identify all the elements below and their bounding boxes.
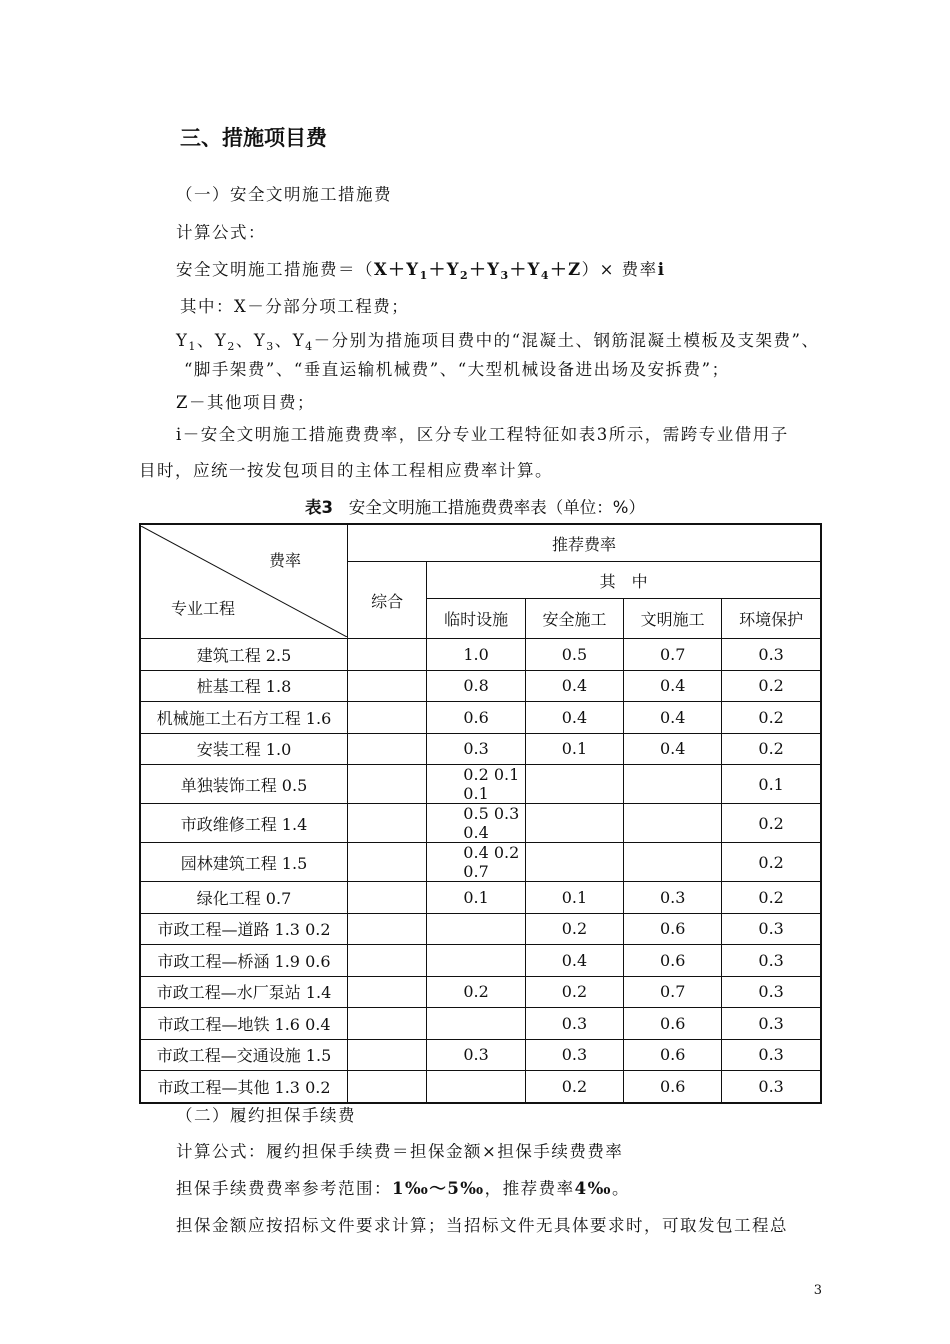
table-caption <box>0 494 950 518</box>
rate-cell: 0.2 <box>427 976 526 1008</box>
range-text: 。 <box>612 1179 631 1198</box>
project-name-cell: 市政工程—道路 1.3 0.2 <box>140 913 348 945</box>
table-row <box>140 945 821 977</box>
diagonal-header-cell <box>140 524 348 639</box>
guarantee-formula: 计算公式：履约担保手续费＝担保金额×担保手续费费率 <box>176 1142 624 1161</box>
range-value: 1‰～5‰ <box>392 1179 485 1198</box>
header-recommended: 推荐费率 <box>348 524 822 562</box>
table-row <box>140 765 821 804</box>
project-name-cell: 绿化工程 0.7 <box>140 882 348 914</box>
rate-cell: 0.4 <box>525 670 623 702</box>
table-row <box>140 804 821 843</box>
table-row <box>140 702 821 734</box>
table-title: 安全文明施工措施费费率表（单位：%） <box>348 498 645 517</box>
project-name-cell: 市政工程—其他 1.3 0.2 <box>140 1071 348 1103</box>
rate-cell: 0.3 <box>427 1039 526 1071</box>
project-name-cell: 安装工程 1.0 <box>140 733 348 765</box>
z-definition: Z－其他项目费； <box>176 393 315 412</box>
rate-cell: 0.1 <box>525 733 623 765</box>
table-row <box>140 733 821 765</box>
formula-tail: ）× 费率 <box>581 260 658 279</box>
table-row <box>140 913 821 945</box>
rate-cell: 0.1 <box>427 882 526 914</box>
page-number: 3 <box>813 1283 822 1298</box>
subsection-heading-1: （一）安全文明施工措施费 <box>176 185 392 204</box>
rate-cell: 0.3 <box>722 1071 821 1103</box>
rate-cell: 0.6 <box>624 1008 722 1040</box>
rate-cell <box>427 1071 526 1103</box>
rate-cell: 0.6 <box>427 702 526 734</box>
rate-cell <box>427 945 526 977</box>
i-definition-line2: 目时，应统一按发包项目的主体工程相应费率计算。 <box>139 461 553 480</box>
i-definition-line1: i－安全文明施工措施费费率，区分专业工程特征如表3所示，需跨专业借用子 <box>176 425 789 444</box>
rate-cell: 0.3 <box>722 1008 821 1040</box>
formula-sub: 3 <box>500 269 510 282</box>
rate-cell: 0.2 <box>722 804 821 843</box>
formula-z: ＋Z <box>550 260 582 279</box>
y-text: 、Y <box>196 331 228 350</box>
table-row <box>140 639 821 671</box>
rate-cell: 0.8 <box>427 670 526 702</box>
y-sub: 2 <box>227 340 236 353</box>
project-name-cell: 市政维修工程 1.4 <box>140 804 348 843</box>
header-among: 其 中 <box>427 562 821 599</box>
rate-cell: 0.5 <box>525 639 623 671</box>
rate-cell <box>348 1008 427 1040</box>
rate-cell: 0.6 <box>624 913 722 945</box>
rate-cell: 0.4 <box>624 733 722 765</box>
rate-cell <box>525 843 623 882</box>
project-name-cell: 市政工程—交通设施 1.5 <box>140 1039 348 1071</box>
rate-cell <box>348 882 427 914</box>
rate-cell: 0.7 <box>624 976 722 1008</box>
rate-cell <box>525 804 623 843</box>
rate-cell <box>348 702 427 734</box>
rate-cell: 0.5 0.3 0.4 <box>427 804 526 843</box>
project-name-cell: 市政工程—地铁 1.6 0.4 <box>140 1008 348 1040</box>
col-header: 安全施工 <box>525 599 623 639</box>
rate-cell <box>348 639 427 671</box>
rate-cell <box>348 670 427 702</box>
formula-line <box>176 256 665 282</box>
project-name-cell: 建筑工程 2.5 <box>140 639 348 671</box>
formula-lead: 安全文明施工措施费＝（ <box>176 260 374 279</box>
rate-cell <box>427 1008 526 1040</box>
rate-cell: 0.2 <box>525 976 623 1008</box>
table-row <box>140 976 821 1008</box>
rate-cell: 0.3 <box>722 913 821 945</box>
rate-cell: 0.4 <box>624 670 722 702</box>
col-header: 文明施工 <box>624 599 722 639</box>
table-row <box>140 1071 821 1103</box>
project-name-cell: 桩基工程 1.8 <box>140 670 348 702</box>
formula-sub: 4 <box>540 269 551 282</box>
rate-cell: 0.4 <box>525 702 623 734</box>
table-row <box>140 843 821 882</box>
subsection-heading-2: （二）履约担保手续费 <box>176 1106 356 1125</box>
rate-cell: 0.4 <box>525 945 623 977</box>
table-row <box>140 882 821 914</box>
rate-cell: 0.4 0.2 0.7 <box>427 843 526 882</box>
where-x: 其中：X－分部分项工程费； <box>180 297 410 316</box>
formula-y4: ＋Y <box>509 260 541 279</box>
rate-cell: 0.1 <box>525 882 623 914</box>
rate-cell <box>348 804 427 843</box>
section-title: 三、措施项目费 <box>180 126 327 150</box>
table-row <box>140 1039 821 1071</box>
formula-label: 计算公式： <box>176 223 266 242</box>
rate-cell: 0.2 <box>722 733 821 765</box>
range-text: ，推荐费率 <box>484 1179 575 1198</box>
rate-cell <box>348 913 427 945</box>
guarantee-range <box>176 1175 630 1199</box>
formula-y2: ＋Y <box>428 260 461 279</box>
project-name-cell: 市政工程—水厂泵站 1.4 <box>140 976 348 1008</box>
rate-cell <box>348 1039 427 1071</box>
rate-cell <box>348 733 427 765</box>
range-text: 担保手续费费率参考范围： <box>176 1179 392 1198</box>
diagonal-line <box>141 526 347 637</box>
rate-cell: 0.6 <box>624 945 722 977</box>
rate-cell <box>348 1071 427 1103</box>
rate-cell: 0.2 0.1 0.1 <box>427 765 526 804</box>
project-name-cell: 市政工程—桥涵 1.9 0.6 <box>140 945 348 977</box>
table-row <box>140 670 821 702</box>
rate-cell: 0.3 <box>427 733 526 765</box>
y-sub: 4 <box>305 340 314 353</box>
rate-cell <box>624 843 722 882</box>
rate-cell <box>348 843 427 882</box>
rate-cell <box>525 765 623 804</box>
col-header: 临时设施 <box>427 599 526 639</box>
rate-cell <box>348 976 427 1008</box>
rate-cell: 0.3 <box>722 945 821 977</box>
rate-cell: 0.3 <box>722 976 821 1008</box>
rate-cell <box>427 913 526 945</box>
y-definition-line2: “脚手架费”、“垂直运输机械费”、“大型机械设备进出场及安拆费”； <box>184 360 730 379</box>
rate-cell: 0.3 <box>722 639 821 671</box>
table-row <box>140 1008 821 1040</box>
formula-sub: 1 <box>419 269 429 282</box>
rate-cell: 0.2 <box>722 702 821 734</box>
guarantee-amount: 担保金额应按招标文件要求计算；当招标文件无具体要求时，可取发包工程总 <box>176 1216 788 1235</box>
rate-cell: 0.7 <box>624 639 722 671</box>
rate-cell: 0.2 <box>525 913 623 945</box>
rate-cell: 0.3 <box>722 1039 821 1071</box>
project-name-cell: 机械施工土石方工程 1.6 <box>140 702 348 734</box>
header-total: 综合 <box>348 562 427 639</box>
y-text: －分别为措施项目费中的“混凝土、钢筋混凝土模板及支架费”、 <box>313 331 820 350</box>
rate-cell <box>624 804 722 843</box>
rate-cell: 0.2 <box>722 843 821 882</box>
rate-cell: 1.0 <box>427 639 526 671</box>
rate-cell: 0.1 <box>722 765 821 804</box>
rate-cell: 0.3 <box>525 1039 623 1071</box>
col-header: 环境保护 <box>722 599 821 639</box>
y-text: 、Y <box>274 331 306 350</box>
header-rate-label: 费率 <box>269 551 302 570</box>
recommended-value: 4‰ <box>574 1179 613 1198</box>
y-text: 、Y <box>235 331 267 350</box>
rate-cell <box>348 765 427 804</box>
table-number: 表3 <box>305 498 334 517</box>
formula-y3: ＋Y <box>469 260 501 279</box>
rate-cell <box>624 765 722 804</box>
formula-x: X＋Y <box>374 260 420 279</box>
rate-cell: 0.3 <box>525 1008 623 1040</box>
rate-cell: 0.2 <box>525 1071 623 1103</box>
rate-cell: 0.6 <box>624 1039 722 1071</box>
rate-cell: 0.2 <box>722 882 821 914</box>
rate-cell: 0.3 <box>624 882 722 914</box>
project-name-cell: 单独装饰工程 0.5 <box>140 765 348 804</box>
header-project-label: 专业工程 <box>171 599 236 618</box>
rate-cell <box>348 945 427 977</box>
y-sub: 3 <box>266 340 275 353</box>
y-text: Y <box>176 331 189 350</box>
y-sub: 1 <box>188 340 197 353</box>
rate-cell: 0.2 <box>722 670 821 702</box>
y-definition-line1 <box>176 327 820 353</box>
project-name-cell: 园林建筑工程 1.5 <box>140 843 348 882</box>
formula-sub: 2 <box>460 269 470 282</box>
rate-cell: 0.6 <box>624 1071 722 1103</box>
formula-i: i <box>657 260 666 279</box>
rate-table <box>139 523 822 1104</box>
rate-cell: 0.4 <box>624 702 722 734</box>
header-row <box>140 524 821 562</box>
